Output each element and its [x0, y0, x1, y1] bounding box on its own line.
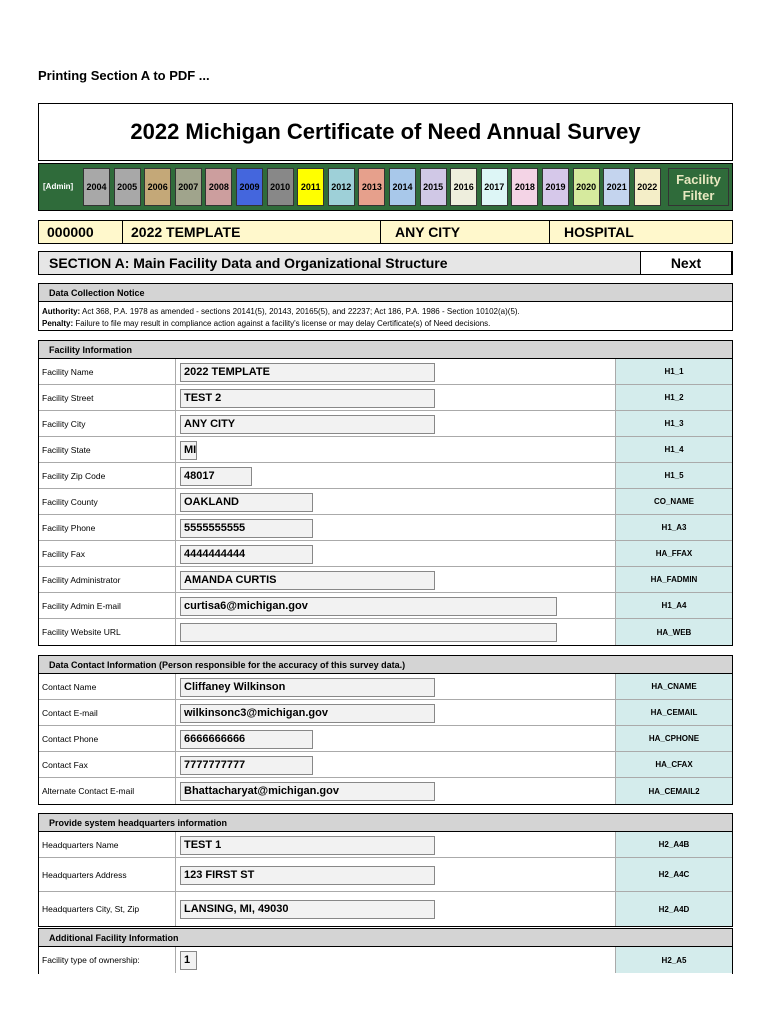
field-input[interactable]: 1 [180, 951, 197, 970]
year-button-2011[interactable]: 2011 [297, 168, 324, 206]
field-input[interactable]: 48017 [180, 467, 252, 486]
field-code: HA_FFAX [616, 541, 732, 566]
field-label: Facility type of ownership: [42, 955, 140, 965]
facility-information-panel [38, 340, 733, 646]
section-title: SECTION A: Main Facility Data and Organizational Structure [49, 255, 448, 271]
field-input[interactable]: 123 FIRST ST [180, 866, 435, 885]
year-button-2017[interactable]: 2017 [481, 168, 508, 206]
next-button[interactable]: Next [640, 251, 732, 275]
form-row [39, 619, 732, 645]
field-input[interactable]: AMANDA CURTIS [180, 571, 435, 590]
field-code: H1_3 [616, 411, 732, 436]
field-input[interactable]: TEST 1 [180, 836, 435, 855]
value-cell [175, 700, 616, 725]
field-code: H1_A4 [616, 593, 732, 618]
admin-link[interactable]: [Admin] [43, 182, 74, 191]
value-cell [175, 832, 616, 857]
field-code: H2_A4D [616, 892, 732, 926]
facility-filter-button[interactable]: Facility Filter [668, 168, 729, 206]
field-code: H1_2 [616, 385, 732, 410]
authority-text: Act 368, P.A. 1978 as amended - sections 20141(5), 20143, 20165(5), and 22237; Act 186, P.A. 1986 - Section 10102(a)(5). [80, 307, 520, 316]
contact-info-heading: Data Contact Information (Person responsible for the accuracy of this survey data.) [39, 656, 732, 674]
additional-info-panel [38, 928, 733, 974]
year-button-2022[interactable]: 2022 [634, 168, 661, 206]
year-button-2010[interactable]: 2010 [267, 168, 294, 206]
form-row [39, 567, 732, 593]
form-row [39, 832, 732, 858]
year-button-2018[interactable]: 2018 [511, 168, 538, 206]
penalty-label: Penalty: [42, 319, 74, 328]
form-row [39, 858, 732, 892]
headquarters-panel [38, 813, 733, 927]
form-row [39, 700, 732, 726]
field-label: Facility Zip Code [42, 470, 106, 481]
year-button-2016[interactable]: 2016 [450, 168, 477, 206]
field-label: Facility Fax [42, 548, 85, 559]
field-label: Facility Name [42, 366, 94, 377]
notice-heading: Data Collection Notice [39, 284, 732, 302]
facility-name-display: 2022 TEMPLATE [123, 221, 381, 243]
value-cell [175, 437, 616, 462]
year-button-2020[interactable]: 2020 [573, 168, 600, 206]
year-button-2014[interactable]: 2014 [389, 168, 416, 206]
value-cell [175, 674, 616, 699]
field-code: H2_A4C [616, 858, 732, 891]
field-input[interactable]: 7777777777 [180, 756, 313, 775]
form-row [39, 515, 732, 541]
field-input[interactable]: 2022 TEMPLATE [180, 363, 435, 382]
field-input[interactable]: Bhattacharyat@michigan.gov [180, 782, 435, 801]
authority-label: Authority: [42, 307, 81, 316]
field-label: Facility City [42, 418, 86, 429]
value-cell [175, 778, 616, 804]
field-label: Facility County [42, 496, 98, 507]
field-code: H2_A4B [616, 832, 732, 857]
value-cell [175, 892, 616, 926]
year-nav-bar [38, 163, 733, 211]
data-contact-panel [38, 655, 733, 805]
field-label: Contact E-mail [42, 707, 98, 718]
field-label: Facility Admin E-mail [42, 600, 121, 611]
value-cell [175, 752, 616, 777]
field-code: HA_WEB [616, 619, 732, 645]
field-code: H1_A3 [616, 515, 732, 540]
field-input[interactable]: 6666666666 [180, 730, 313, 749]
value-cell [175, 541, 616, 566]
field-input[interactable]: 5555555555 [180, 519, 313, 538]
form-row [39, 892, 732, 926]
page-title: 2022 Michigan Certificate of Need Annual Survey [38, 103, 733, 161]
form-row [39, 674, 732, 700]
value-cell [175, 567, 616, 592]
hq-info-heading: Provide system headquarters information [39, 814, 732, 832]
value-cell [175, 515, 616, 540]
field-label: Alternate Contact E-mail [42, 786, 135, 796]
year-button-2006[interactable]: 2006 [144, 168, 171, 206]
field-label: Headquarters Address [42, 869, 127, 880]
form-row [39, 541, 732, 567]
section-header [38, 251, 733, 275]
field-code: H1_4 [616, 437, 732, 462]
year-button-2007[interactable]: 2007 [175, 168, 202, 206]
value-cell [175, 463, 616, 488]
field-input[interactable]: Cliffaney Wilkinson [180, 678, 435, 697]
field-code: HA_CEMAIL2 [616, 778, 732, 804]
value-cell [175, 619, 616, 645]
form-row [39, 726, 732, 752]
facility-info-heading: Facility Information [39, 341, 732, 359]
field-code: HA_CFAX [616, 752, 732, 777]
field-code: HA_FADMIN [616, 567, 732, 592]
field-code: HA_CNAME [616, 674, 732, 699]
form-row [39, 778, 732, 804]
value-cell [175, 947, 616, 973]
field-label: Facility Administrator [42, 574, 121, 585]
value-cell [175, 385, 616, 410]
form-row [39, 437, 732, 463]
year-button-2005[interactable]: 2005 [114, 168, 141, 206]
field-code: H2_A5 [616, 947, 732, 973]
field-label: Headquarters City, St, Zip [42, 904, 140, 914]
value-cell [175, 726, 616, 751]
field-input[interactable]: OAKLAND [180, 493, 313, 512]
value-cell [175, 489, 616, 514]
value-cell [175, 858, 616, 891]
year-button-2013[interactable]: 2013 [358, 168, 385, 206]
field-input[interactable]: ANY CITY [180, 415, 435, 434]
form-row [39, 359, 732, 385]
facility-id: 000000 [39, 221, 123, 243]
year-button-2004[interactable]: 2004 [83, 168, 110, 206]
field-input[interactable] [180, 623, 557, 642]
form-row [39, 593, 732, 619]
facility-city-display: ANY CITY [381, 221, 550, 243]
field-input[interactable]: 4444444444 [180, 545, 313, 564]
field-input[interactable]: wilkinsonc3@michigan.gov [180, 704, 435, 723]
penalty-text: Failure to file may result in compliance action against a facility's license or may delay Certificate(s) of Need decisions. [73, 319, 491, 328]
field-code: HA_CEMAIL [616, 700, 732, 725]
field-label: Contact Fax [42, 759, 88, 770]
year-button-2008[interactable]: 2008 [205, 168, 232, 206]
field-label: Facility Website URL [42, 627, 121, 637]
field-code: H1_1 [616, 359, 732, 384]
year-button-2019[interactable]: 2019 [542, 168, 569, 206]
form-row [39, 385, 732, 411]
additional-info-heading: Additional Facility Information [39, 929, 732, 947]
facility-id-bar [38, 220, 733, 244]
year-button-2015[interactable]: 2015 [420, 168, 447, 206]
field-code: HA_CPHONE [616, 726, 732, 751]
field-input[interactable]: curtisa6@michigan.gov [180, 597, 557, 616]
year-button-2021[interactable]: 2021 [603, 168, 630, 206]
field-input[interactable]: LANSING, MI, 49030 [180, 900, 435, 919]
facility-type-display: HOSPITAL [564, 224, 634, 240]
field-label: Facility Phone [42, 522, 96, 533]
form-row [39, 463, 732, 489]
value-cell [175, 593, 616, 618]
value-cell [175, 359, 616, 384]
value-cell [175, 411, 616, 436]
year-button-2009[interactable]: 2009 [236, 168, 263, 206]
field-code: H1_5 [616, 463, 732, 488]
data-collection-notice [38, 283, 733, 331]
field-label: Contact Name [42, 681, 97, 692]
field-input[interactable]: MI [180, 441, 197, 460]
form-row [39, 411, 732, 437]
field-label: Contact Phone [42, 733, 99, 744]
form-row [39, 752, 732, 778]
field-label: Facility Street [42, 392, 94, 403]
field-label: Headquarters Name [42, 839, 119, 850]
form-row [39, 947, 732, 973]
year-button-2012[interactable]: 2012 [328, 168, 355, 206]
field-code: CO_NAME [616, 489, 732, 514]
printing-status: Printing Section A to PDF ... [38, 68, 210, 83]
form-row [39, 489, 732, 515]
field-input[interactable]: TEST 2 [180, 389, 435, 408]
field-label: Facility State [42, 444, 91, 455]
